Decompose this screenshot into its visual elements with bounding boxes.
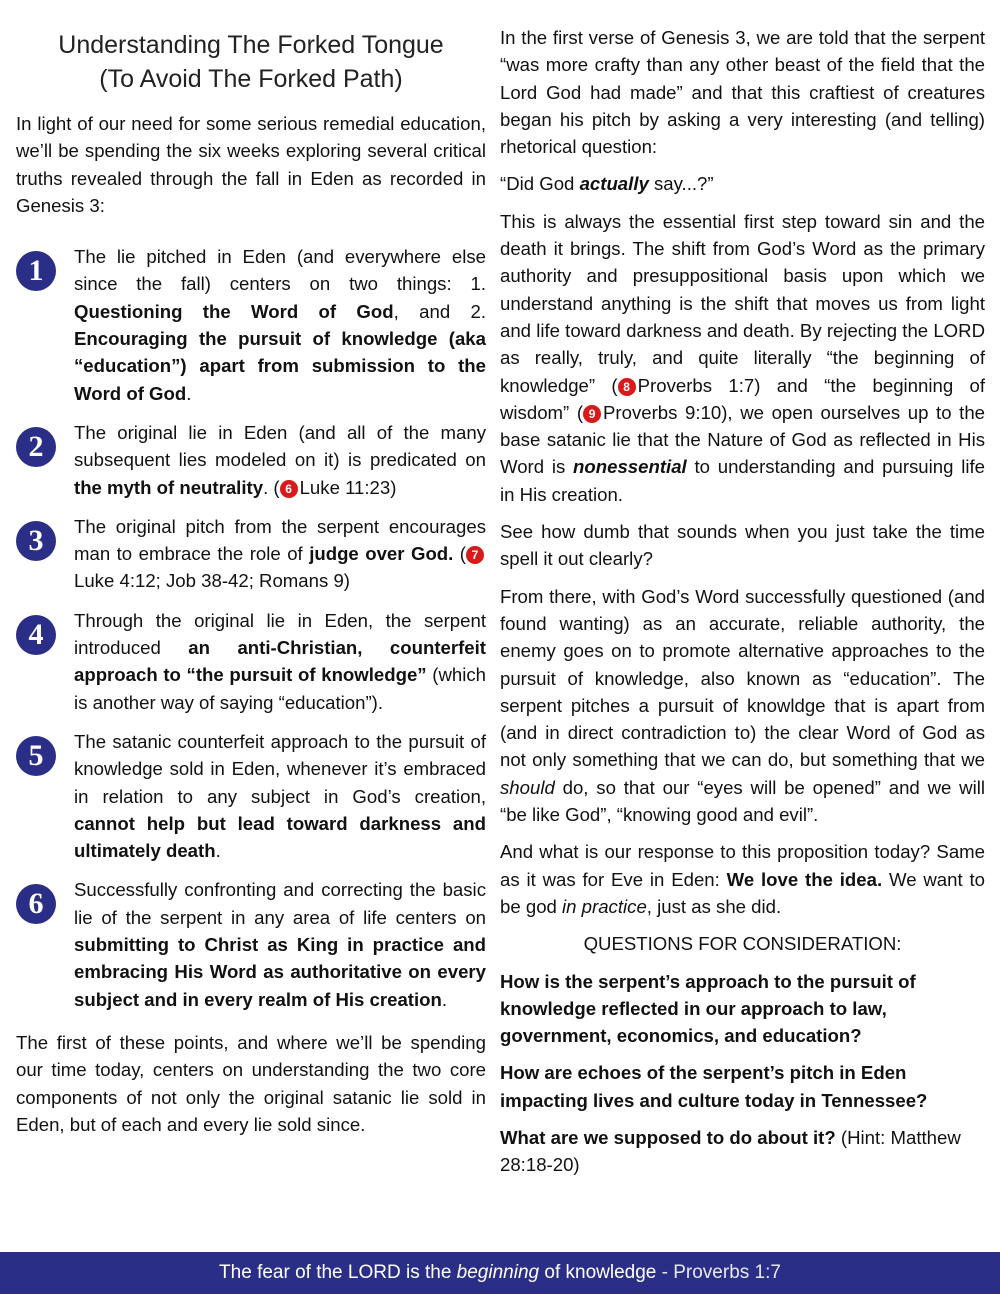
footer-text-b: of knowledge [539,1262,657,1283]
point-6 [16,876,486,1012]
footnote-8-badge: 8 [618,378,636,396]
number-1-badge: 1 [16,251,56,291]
number-6-badge: 6 [16,884,56,924]
point-1 [16,243,486,407]
number-5-badge: 5 [16,736,56,776]
footer-banner [0,1252,1000,1294]
left-column [16,28,486,1138]
point-4-text-a: Through the original lie in Eden, the serpent introduced [74,609,486,659]
dumb-paragraph: See how dumb that sounds when you just take the time spell it out clearly? [500,521,985,570]
question-3-text: What are we supposed to do about it? [500,1126,836,1148]
from-there-text-c: do, so that our “eyes will be opened” and we will “be like God”, “knowing good and evil”. [500,776,985,826]
response-text-d: , just as she did. [646,895,782,917]
response-paragraph [500,838,985,920]
intro-paragraph: In light of our need for some serious remedial education, we’ll be spending the six weeks exploring several critical truths revealed through the fall in Eden as recorded in Genesis 3: [16,113,486,216]
quote-text-a: “Did God [500,173,580,195]
question-3-hint: (Hint: Matthew 28:18-20) [500,1126,961,1176]
point-1-text-c: , and 2. [393,300,487,322]
point-5-text-c: . [215,840,221,862]
point-1-bold-2: Encouraging the pursuit of knowledge (aka “education”) apart from submission to the Word of God [74,328,486,404]
quote-emphasis: actually [579,173,649,195]
first-step-paragraph [500,208,985,508]
title-line-2: (To Avoid The Forked Path) [99,65,403,93]
questions-heading: QUESTIONS FOR CONSIDERATION: [583,933,902,955]
response-text-a: And what is our response to this proposition today? Same as it was for Eve in Eden: [500,841,985,890]
number-3-badge: 3 [16,521,56,561]
point-3-bold: judge over God. [309,543,454,565]
point-3-text-c: ( [453,543,466,565]
first-step-emphasis: nonessential [573,456,687,478]
question-3 [500,1124,985,1179]
response-emphasis: in practice [562,895,647,917]
point-2-bold: the myth of neutrality [74,476,264,498]
first-step-ref-9: Proverbs 9:10), we open ourselves up to the base satanic lie that the Nature of God as reflected in His Word is [500,401,986,478]
point-6-text-a: Successfully confronting and correcting the basic lie of the serpent in any area of life centers on [74,879,486,928]
from-there-emphasis: should [500,776,555,798]
point-1-text-a: The lie pitched in Eden (and everywhere else since the fall) centers on two things: 1. [74,246,486,295]
point-2 [16,419,486,501]
point-5-bold: cannot help but lead toward darkness and ultimately death [74,812,486,862]
first-step-text-a: This is always the essential first step toward sin and the death it brings. The shift from God’s Word as the primary authority and presuppositional basis upon which we understand anything is the shift that moves us from light and life toward darkness and death. By rejecting the LORD as really, truly, and quite literally “the beginning of knowledge” ( [500,210,985,396]
point-1-bold-1: Questioning the Word of God [74,300,394,322]
quote-paragraph [500,170,985,197]
point-6-text-c: . [441,988,448,1010]
quote-text-c: say...?” [648,173,714,195]
number-4-badge: 4 [16,615,56,655]
footnote-7-badge: 7 [466,546,484,564]
first-step-text-c: to understanding and pursuing life in His creation. [500,456,985,505]
point-6-bold: submitting to Christ as King in practice and embracing His Word as authoritative on every subject and in every realm of His creation [74,934,486,1010]
point-2-text-a: The original lie in Eden (and all of the many subsequent lies modeled on it) is predicated on [74,421,486,471]
closing-paragraph: The first of these points, and where we’ll be spending our time today, centers on understanding the two core components of not only the original satanic lie sold in Eden, but of each and every lie sold since. [16,1031,486,1135]
title-line-1: Understanding The Forked Tongue [58,31,444,59]
point-3-text-a: The original pitch from the serpent encourages man to embrace the role of [74,515,486,565]
point-3 [16,513,486,595]
from-there-paragraph [500,583,985,829]
footer-emphasis: beginning [456,1262,540,1283]
from-there-text-a: From there, with God’s Word successfully questioned (and found wanting) as an accurate, reliable authority, the enemy goes on to promote alternative approaches to the pursuit of knowledge, also known as “education”. The serpent pitches a pursuit of knowldge that is apart from (and in direct contradiction to) the clear Word of God as not only something that we can do, but something that we [500,585,985,771]
footer-reference: - Proverbs 1:7 [656,1262,781,1283]
question-2: How are echoes of the serpent’s pitch in Eden impacting lives and culture today in Tennessee? [500,1062,928,1111]
right-column [500,24,985,1189]
point-3-ref: Luke 4:12; Job 38-42; Romans 9) [74,570,350,592]
point-4-text-c: (which is another way of saying “education”). [74,664,486,713]
point-4 [16,607,486,716]
response-text-c: We want to be god [500,868,985,917]
point-5-text-a: The satanic counterfeit approach to the pursuit of knowledge sold in Eden, whenever it’s embraced in relation to any subject in God’s creation, [74,730,486,807]
first-step-ref-8: Proverbs 1:7) and “the beginning of wisdom” ( [500,374,986,423]
genesis-paragraph: In the first verse of Genesis 3, we are told that the serpent “was more crafty than any other beast of the field that the Lord God had made” and that this craftiest of creatures began his pitch by asking a very interesting (and telling) rhetorical question: [500,27,985,158]
number-2-badge: 2 [16,427,56,467]
point-4-bold: an anti-Christian, counterfeit approach to “the pursuit of knowledge” [74,637,486,686]
point-5 [16,728,486,864]
footnote-6-badge: 6 [280,480,298,498]
point-1-text-d: . [186,382,192,404]
point-2-ref: Luke 11:23) [299,476,397,498]
footnote-9-badge: 9 [583,405,601,423]
response-bold: We love the idea. [726,868,883,890]
footer-text-a: The fear of the LORD is the [219,1262,457,1283]
point-2-text-c: . ( [263,476,280,498]
page-title [16,28,486,96]
question-1: How is the serpent’s approach to the pursuit of knowledge reflected in our approach to law, government, economics, and education? [500,970,916,1047]
